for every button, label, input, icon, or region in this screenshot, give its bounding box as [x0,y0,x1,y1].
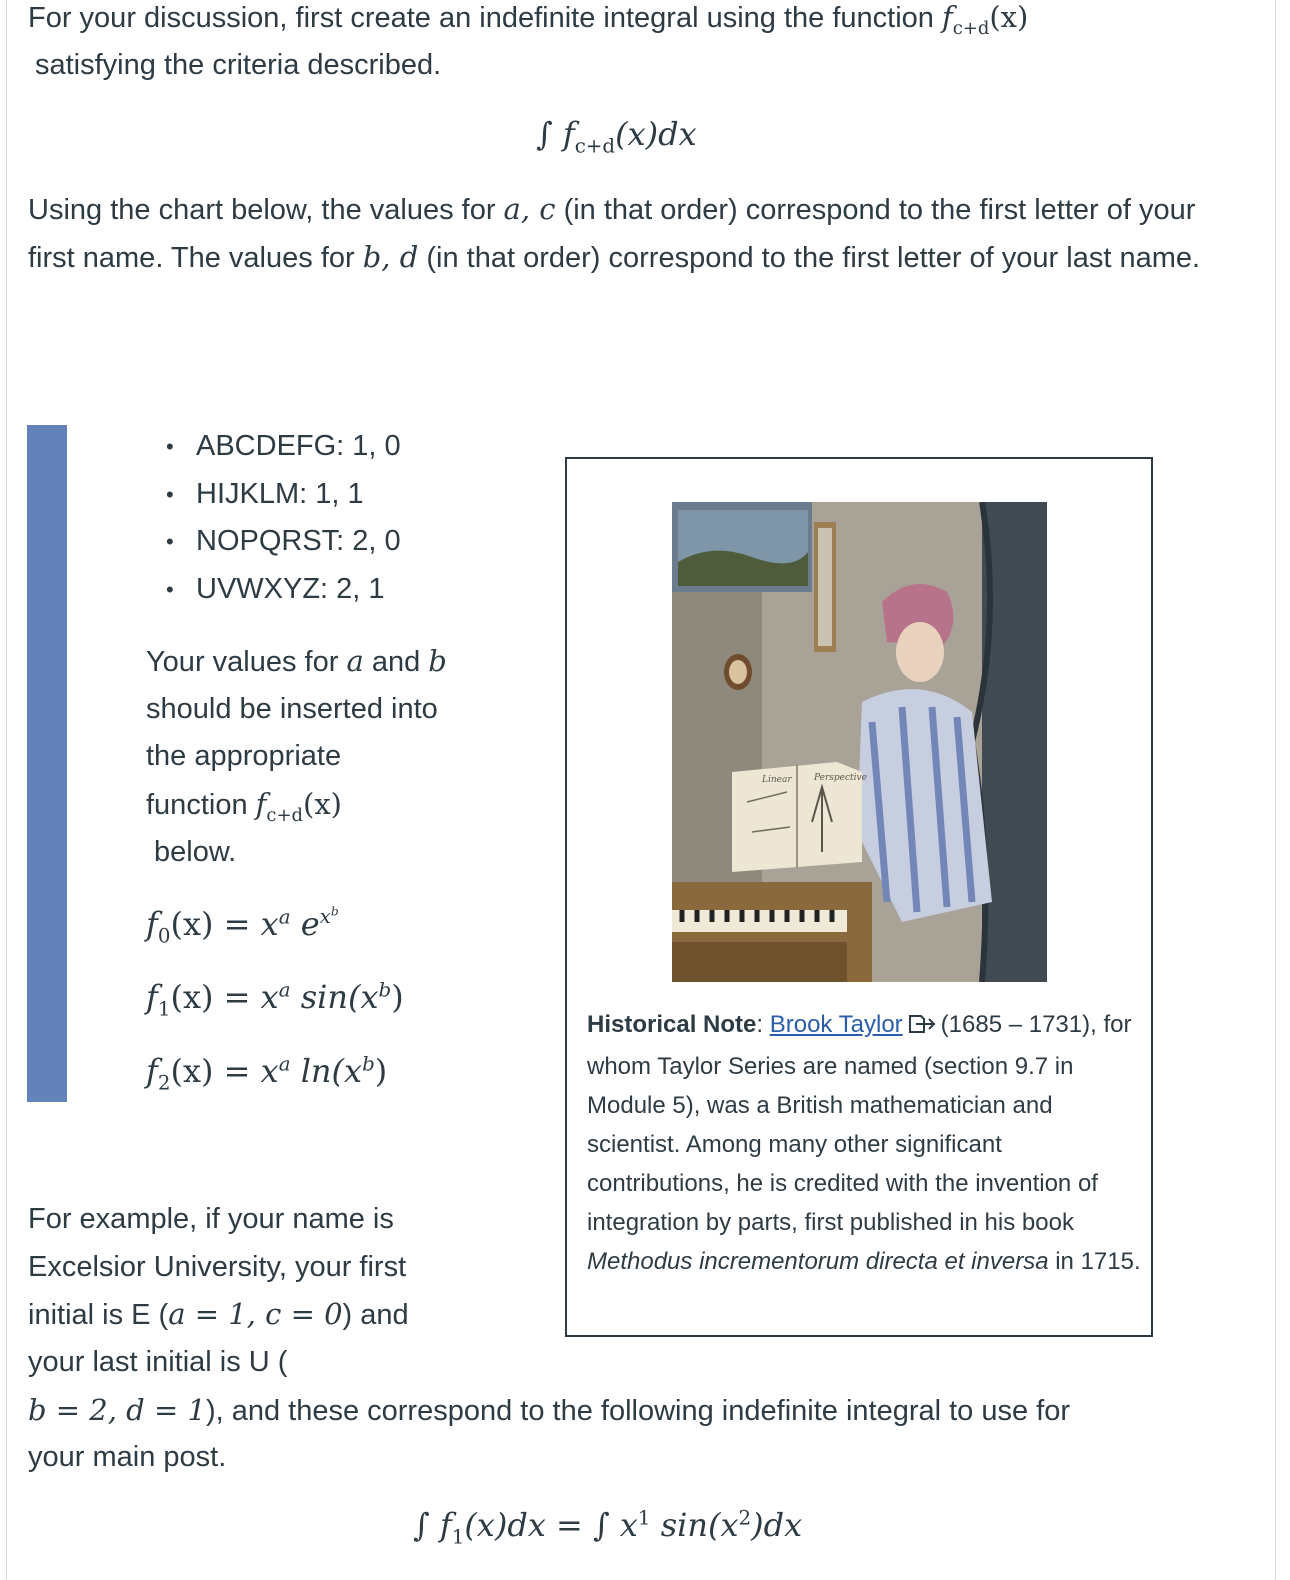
values-note-line-3: the appropriate [146,740,342,772]
example-line-4: your last initial is U ( [28,1346,288,1378]
function-f2: $f_2(x) = x^a$ $\ln(x^b)$ [146,1052,388,1095]
list-item: • UVWXYZ: 2, 1 [166,572,385,605]
brook-taylor-portrait [672,502,1047,982]
integral-template: ∫ $f_{c+d}(x)dx$ [536,115,697,158]
final-integral: ∫ $f_1(x)dx$ = ∫ $x^1$ $\sin(x^2)dx$ [413,1506,803,1549]
external-link-icon [907,1008,937,1047]
letter-chart [150,423,401,613]
intro-line-1: For your discussion, first create an indefinite integral using the function $f_{c+d}(x)$ [28,0,1029,39]
example-line-6: your main post. [28,1441,227,1473]
example-line-5: b = 2, d = 1), and these correspond to the following indefinite integral to use for [28,1393,1071,1427]
instructions-paragraph: Using the chart below, the values for a, c (in that order) correspond to the first letter of your first name. The values for b, d (in that order) correspond to the first letter of your last name. [28,192,1201,274]
list-item: • ABCDEFG: 1, 0 [166,430,401,462]
portrait-book-right-label: Perspective [814,773,867,783]
function-f0: $f_0(x) = x^a$ $e^{x^b}$ [146,904,339,948]
values-note-function: $f_{c+d}(x)$ [255,787,342,826]
example-line-3: initial is E (a = 1, c = 0) and [28,1297,409,1331]
function-f1: $f_1(x) = x^a$ $\sin(x^b)$ [146,978,404,1021]
list-item: • NOPQRST: 2, 0 [166,525,401,557]
intro-function: $f_{c+d}(x)$ [942,0,1029,39]
example-line-1: For example, if your name is [28,1203,394,1235]
values-note-line-1: Your values for a and b [146,644,447,678]
intro-line-2: satisfying the criteria described. [35,49,442,81]
brook-taylor-link[interactable]: Brook Taylor [769,1011,903,1038]
accent-bar [27,425,67,1102]
historical-note-text: Historical Note: Brook Taylor (1685 – 1731), for whom Taylor Series are named (section 9.7 in Module 5), was a British mathematician and scientist. Among many other significant contributions, he is credited with the invention of integration by parts, first published in his book Methodus incrementorum directa et inversa in 1715. [587,1005,1142,1281]
list-item: • HIJKLM: 1, 1 [166,477,364,510]
values-note-line-5: below. [154,836,237,868]
values-note-line-4: function $f_{c+d}(x)$ [146,787,342,826]
values-note-line-2: should be inserted into [146,693,438,725]
portrait-book-left-label: Linear [762,775,792,785]
example-line-2: Excelsior University, your first [28,1251,407,1283]
